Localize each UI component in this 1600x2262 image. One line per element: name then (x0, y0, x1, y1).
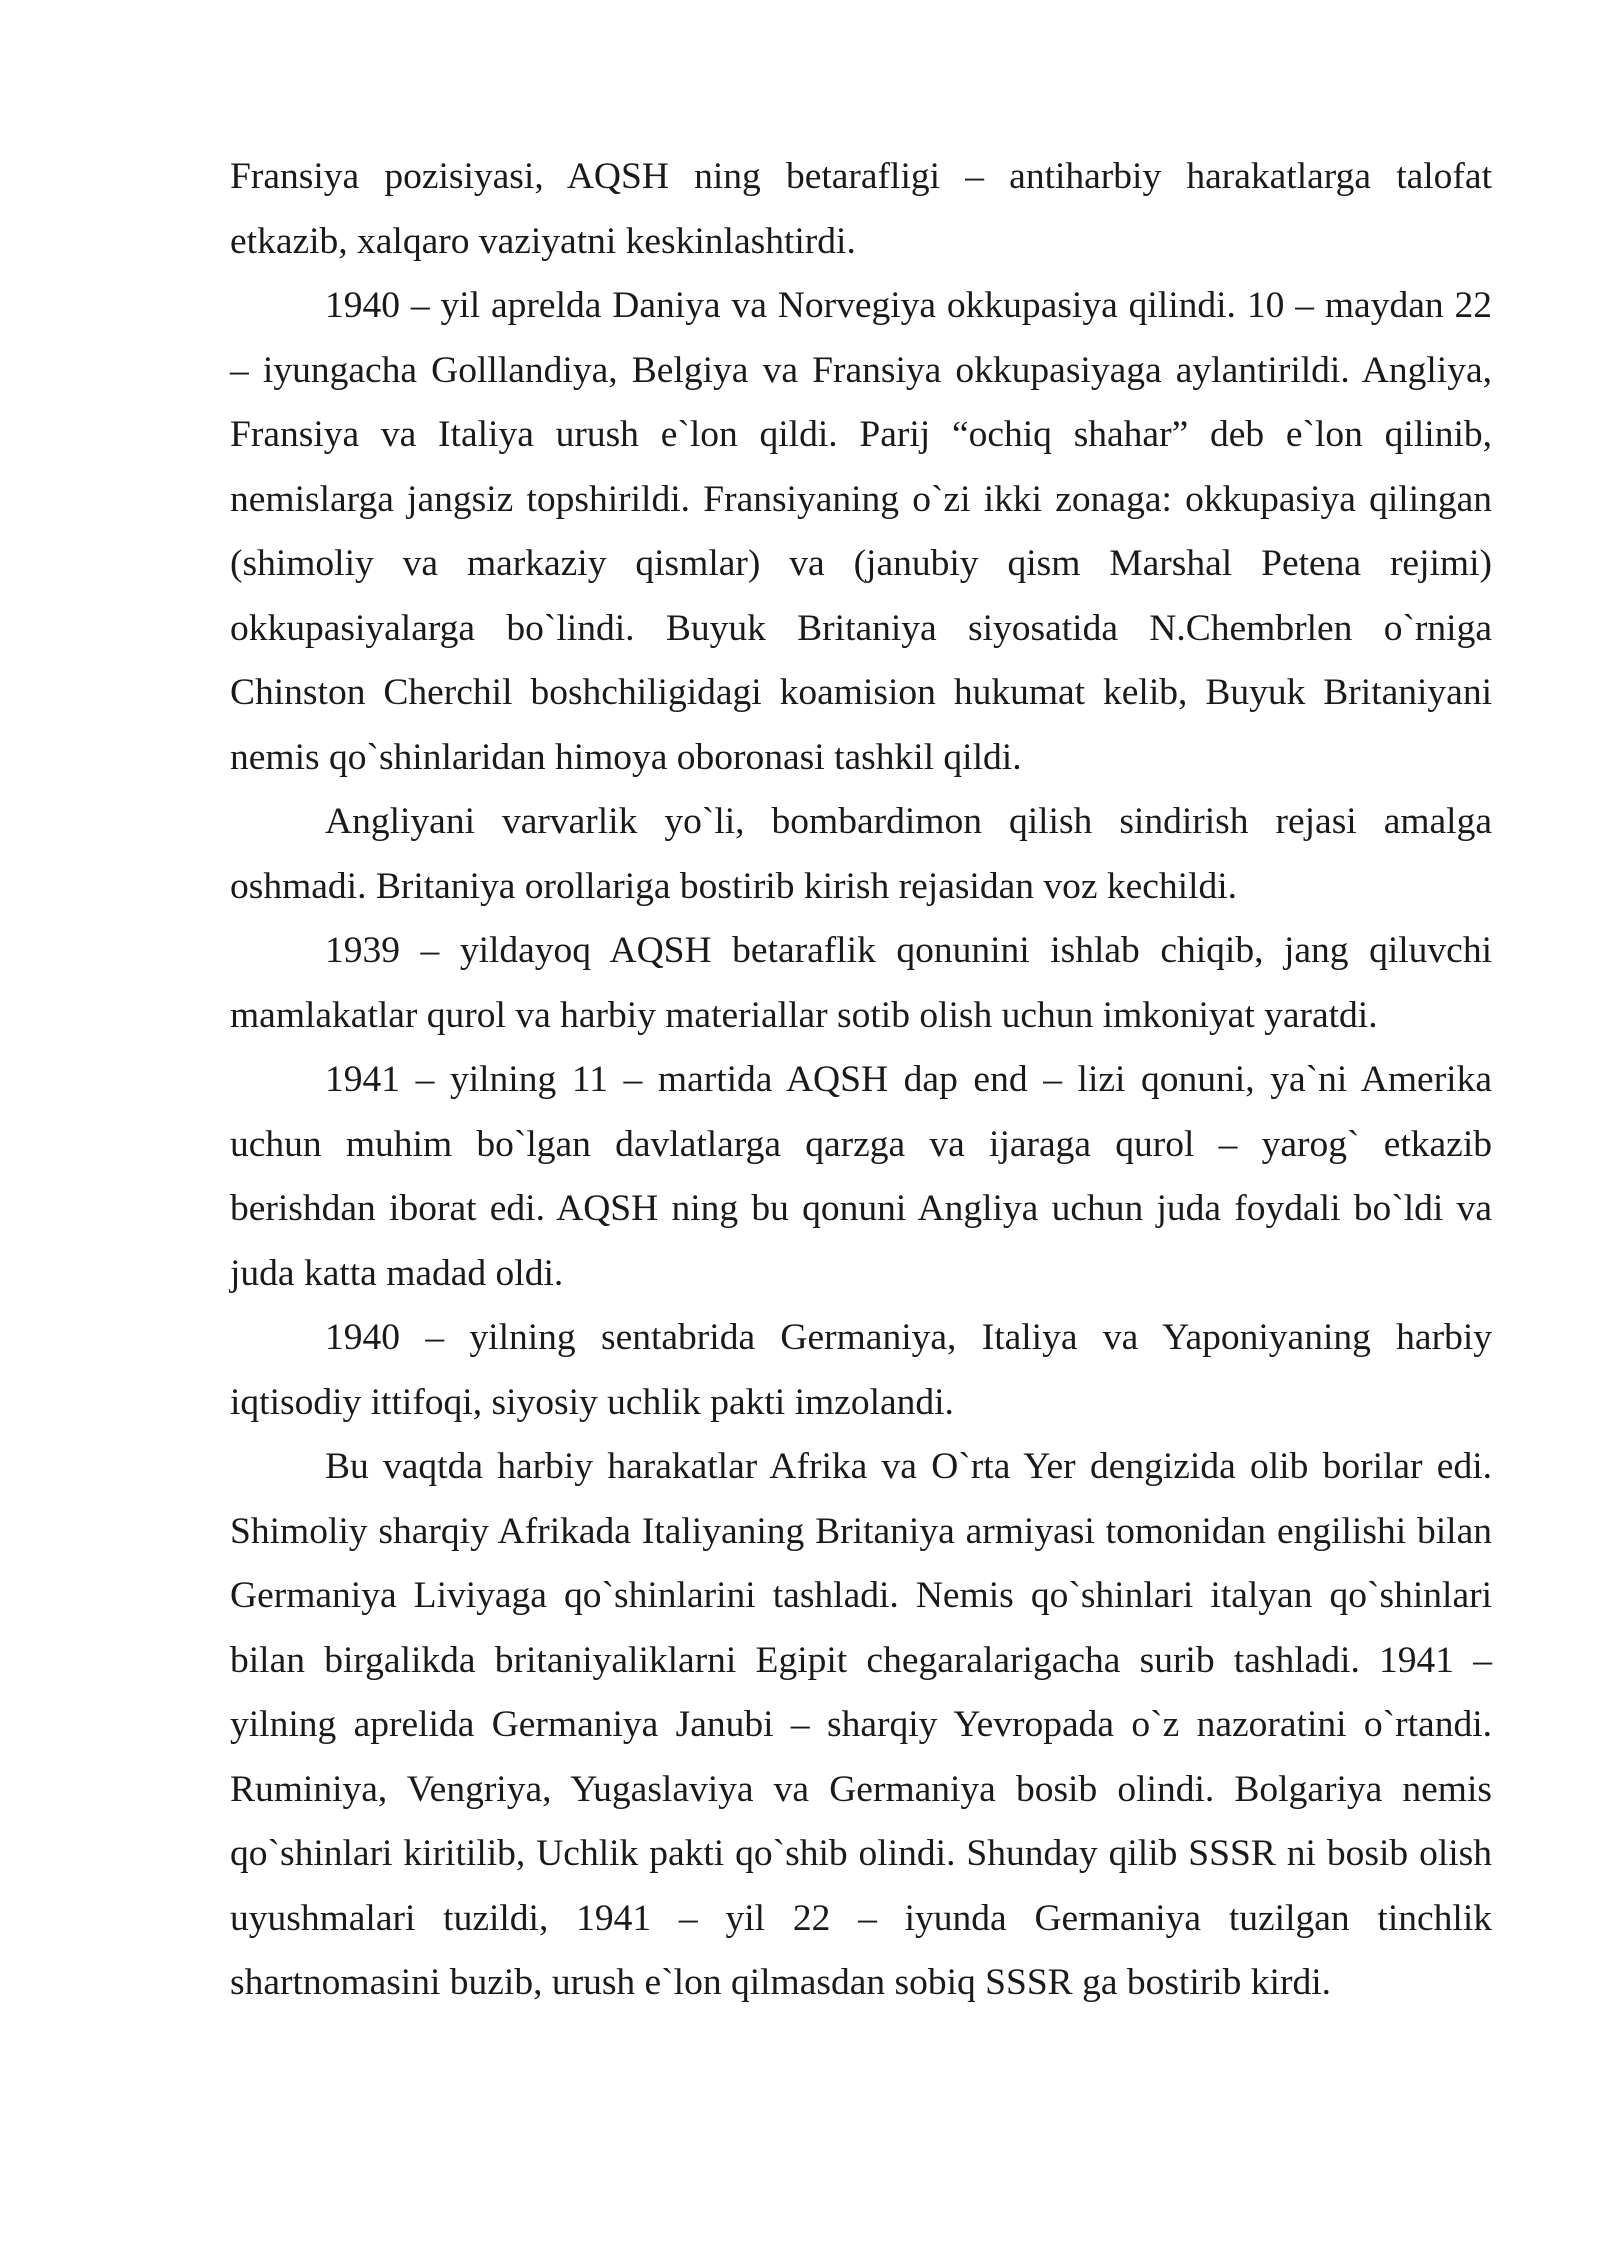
paragraph-4: 1939 – yildayoq AQSH betaraflik qonunini ishlab chiqib, jang qiluvchi mamlakatlar qurol va harbiy materiallar sotib olish uchun imkoniyat yaratdi. (230, 930, 1492, 1036)
paragraph-5: 1941 – yilning 11 – martida AQSH dap end – lizi qonuni, ya`ni Amerika uchun muhim bo`lgan davlatlarga qarzga va ijaraga qurol – yarog` etkazib berishdan iborat edi. AQSH ning bu qonuni Angliya uchun juda foydali bo`ldi va juda katta madad oldi. (230, 1059, 1492, 1294)
paragraph-6: 1940 – yilning sentabrida Germaniya, Italiya va Yaponiyaning harbiy iqtisodiy ittifoqi, siyosiy uchlik pakti imzolandi. (230, 1317, 1492, 1423)
paragraph-2: 1940 – yil aprelda Daniya va Norvegiya okkupasiya qilindi. 10 – maydan 22 – iyungacha Golllandiya, Belgiya va Fransiya okkupasiyaga aylantirildi. Angliya, Fransiya va Italiya urush e`lon qildi. Parij “ochiq shahar” deb e`lon qilinib, nemislarga jangsiz topshirildi. Fransiyaning o`zi ikki zonaga: okkupasiya qilingan (shimoliy va markaziy qismlar) va (janubiy qism Marshal Petena rejimi) okkupasiyalarga bo`lindi. Buyuk Britaniya siyosatida N.Chembrlen o`rniga Chinston Cherchil boshchiligidagi koamision hukumat kelib, Buyuk Britaniyani nemis qo`shinlaridan himoya oboronasi tashkil qildi. (230, 285, 1492, 778)
paragraph-3: Angliyani varvarlik yo`li, bombardimon qilish sindirish rejasi amalga oshmadi. Britaniya orollariga bostirib kirish rejasidan voz kechildi. (230, 801, 1492, 907)
paragraph-1: Fransiya pozisiyasi, AQSH ning betarafligi – antiharbiy harakatlarga talofat etkazib, xalqaro vaziyatni keskinlashtirdi. (230, 156, 1492, 262)
document-page (230, 145, 1492, 2016)
paragraph-7: Bu vaqtda harbiy harakatlar Afrika va O`rta Yer dengizida olib borilar edi. Shimoliy sharqiy Afrikada Italiyaning Britaniya armiyasi tomonidan engilishi bilan Germaniya Liviyaga qo`shinlarini tashladi. Nemis qo`shinlari italyan qo`shinlari bilan birgalikda britaniyaliklarni Egipit chegaralarigacha surib tashladi. 1941 – yilning aprelida Germaniya Janubi – sharqiy Yevropada o`z nazoratini o`rtandi. Ruminiya, Vengriya, Yugaslaviya va Germaniya bosib olindi. Bolgariya nemis qo`shinlari kiritilib, Uchlik pakti qo`shib olindi. Shunday qilib SSSR ni bosib olish uyushmalari tuzildi, 1941 – yil 22 – iyunda Germaniya tuzilgan tinchlik shartnomasini buzib, urush e`lon qilmasdan sobiq SSSR ga bostirib kirdi. (230, 1446, 1492, 2003)
